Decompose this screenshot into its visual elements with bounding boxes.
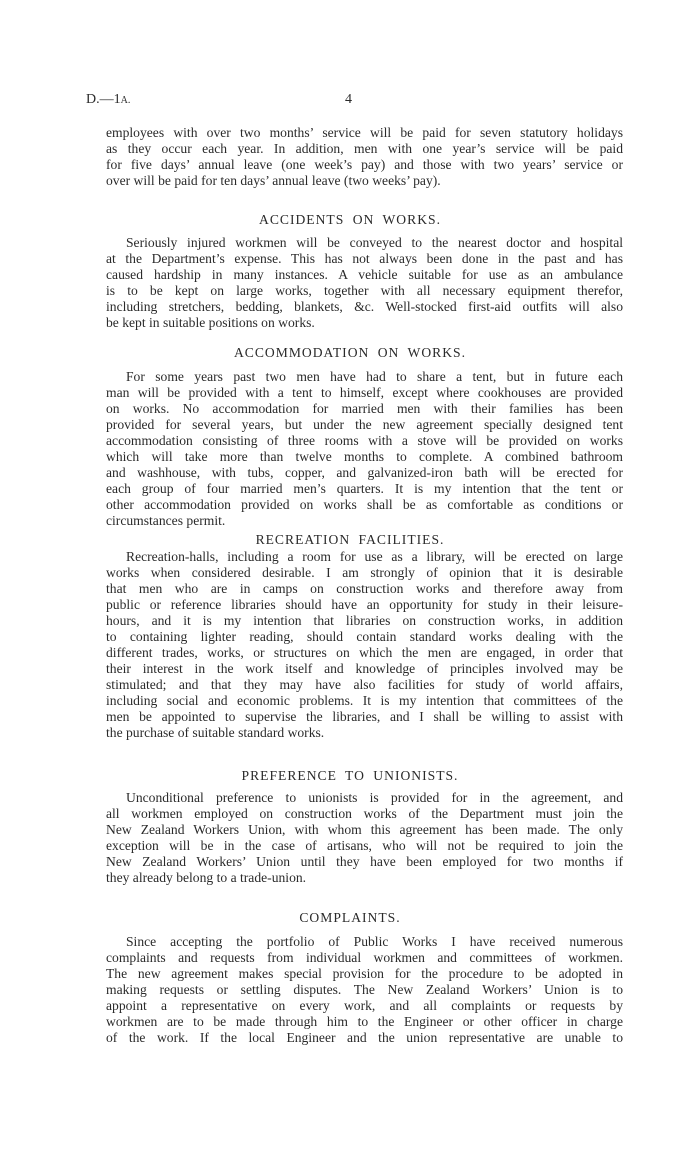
text-line: exception will be in the case of artisans, who will not be required to join the — [106, 838, 623, 853]
text-line: other accommodation provided on works shall be as comfortable as conditions or — [106, 497, 623, 512]
text-line: The new agreement makes special provision for the procedure to be adopted in — [106, 966, 623, 981]
text-line: For some years past two men have had to share a tent, but in future each — [126, 369, 623, 384]
section-heading: ACCIDENTS ON WORKS. — [259, 212, 441, 227]
text-line: Since accepting the portfolio of Public Works I have received numerous — [126, 934, 623, 949]
paragraph — [106, 549, 623, 741]
text-line: at the Department’s expense. This has not always been done in the past and has — [106, 251, 623, 266]
text-line: provided for several years, but under the new agreement specially designed tent — [106, 417, 623, 432]
text-line: of the work. If the local Engineer and the union representative are unable to — [106, 1030, 623, 1045]
text-line: to containing lighter reading, should contain standard works dealing with the — [106, 629, 623, 644]
reference-code: D.—1 — [86, 92, 121, 107]
text-line: appoint a representative on every work, and all complaints or requests by — [106, 998, 623, 1013]
reference-suffix: A. — [120, 95, 131, 106]
paragraph — [106, 790, 623, 886]
text-line: each group of four married men’s quarters. It is my intention that the tent or — [106, 481, 623, 496]
text-line: and washhouse, with tubs, copper, and galvanized-iron bath will be erected for — [106, 465, 623, 480]
text-line: Seriously injured workmen will be conveyed to the nearest doctor and hospital — [126, 235, 623, 250]
text-line: for five days’ annual leave (one week’s pay) and those with two years’ service or — [106, 157, 623, 172]
paragraph — [106, 235, 623, 331]
paragraph — [106, 369, 623, 529]
text-line: including social and economic problems. It is my intention that committees of the — [106, 693, 623, 708]
text-line: their interest in the work itself and knowledge of principles involved may be — [106, 661, 623, 676]
text-line: employees with over two months’ service will be paid for seven statutory holidays — [106, 125, 623, 140]
text-line: caused hardship in many instances. A vehicle suitable for use as an ambulance — [106, 267, 623, 282]
text-line: hours, and it is my intention that libraries on construction works, in addition — [106, 613, 623, 628]
text-line: which will take more than twelve months to complete. A combined bathroom — [106, 449, 623, 464]
text-line: they already belong to a trade-union. — [106, 870, 307, 885]
text-line: making requests or settling disputes. The New Zealand Workers’ Union is to — [106, 982, 623, 997]
document-reference — [86, 92, 130, 108]
section-heading: PREFERENCE TO UNIONISTS. — [241, 768, 459, 783]
text-line: that men who are in camps on construction works and therefore away from — [106, 581, 623, 596]
text-line: circumstances permit. — [106, 513, 226, 528]
paragraph — [106, 934, 623, 1046]
text-line: be kept in suitable positions on works. — [106, 315, 315, 330]
text-line: including stretchers, bedding, blankets, &c. Well-stocked first-aid outfits will also — [106, 299, 623, 314]
text-line: Unconditional preference to unionists is provided for in the agreement, and — [126, 790, 623, 805]
text-line: New Zealand Workers Union, with whom this agreement has been made. The only — [106, 822, 623, 837]
paragraph — [106, 125, 623, 189]
text-line: works when considered desirable. I am strongly of opinion that it is desirable — [106, 565, 623, 580]
text-line: workmen are to be made through him to the Engineer or other officer in charge — [106, 1014, 623, 1029]
text-line: on works. No accommodation for married men with their families has been — [106, 401, 623, 416]
text-line: complaints and requests from individual workmen and committees of workmen. — [106, 950, 623, 965]
section-heading: COMPLAINTS. — [299, 910, 401, 925]
page-number: 4 — [345, 92, 352, 107]
text-line: as they occur each year. In addition, men with one year’s service will be paid — [106, 141, 623, 156]
text-line: Recreation-halls, including a room for use as a library, will be erected on large — [126, 549, 623, 564]
text-line: accommodation consisting of three rooms with a stove will be provided on works — [106, 433, 623, 448]
text-line: different trades, works, or structures on which the men are engaged, in order that — [106, 645, 623, 660]
text-line: man will be provided with a tent to himself, except where cookhouses are provided — [106, 385, 623, 400]
text-line: men be appointed to supervise the libraries, and I shall be willing to assist with — [106, 709, 623, 724]
section-heading: RECREATION FACILITIES. — [255, 532, 445, 547]
text-line: public or reference libraries should have an opportunity for study in their leisure- — [106, 597, 623, 612]
section-heading: ACCOMMODATION ON WORKS. — [233, 345, 467, 360]
text-line: all workmen employed on construction works of the Department must join the — [106, 806, 623, 821]
text-line: New Zealand Workers’ Union until they have been employed for two months if — [106, 854, 623, 869]
text-line: the purchase of suitable standard works. — [106, 725, 325, 740]
text-line: stimulated; and that they may have also facilities for study of world affairs, — [106, 677, 623, 692]
text-line: over will be paid for ten days’ annual leave (two weeks’ pay). — [106, 173, 441, 188]
text-line: is to be kept on large works, together with all necessary equipment therefor, — [106, 283, 623, 298]
